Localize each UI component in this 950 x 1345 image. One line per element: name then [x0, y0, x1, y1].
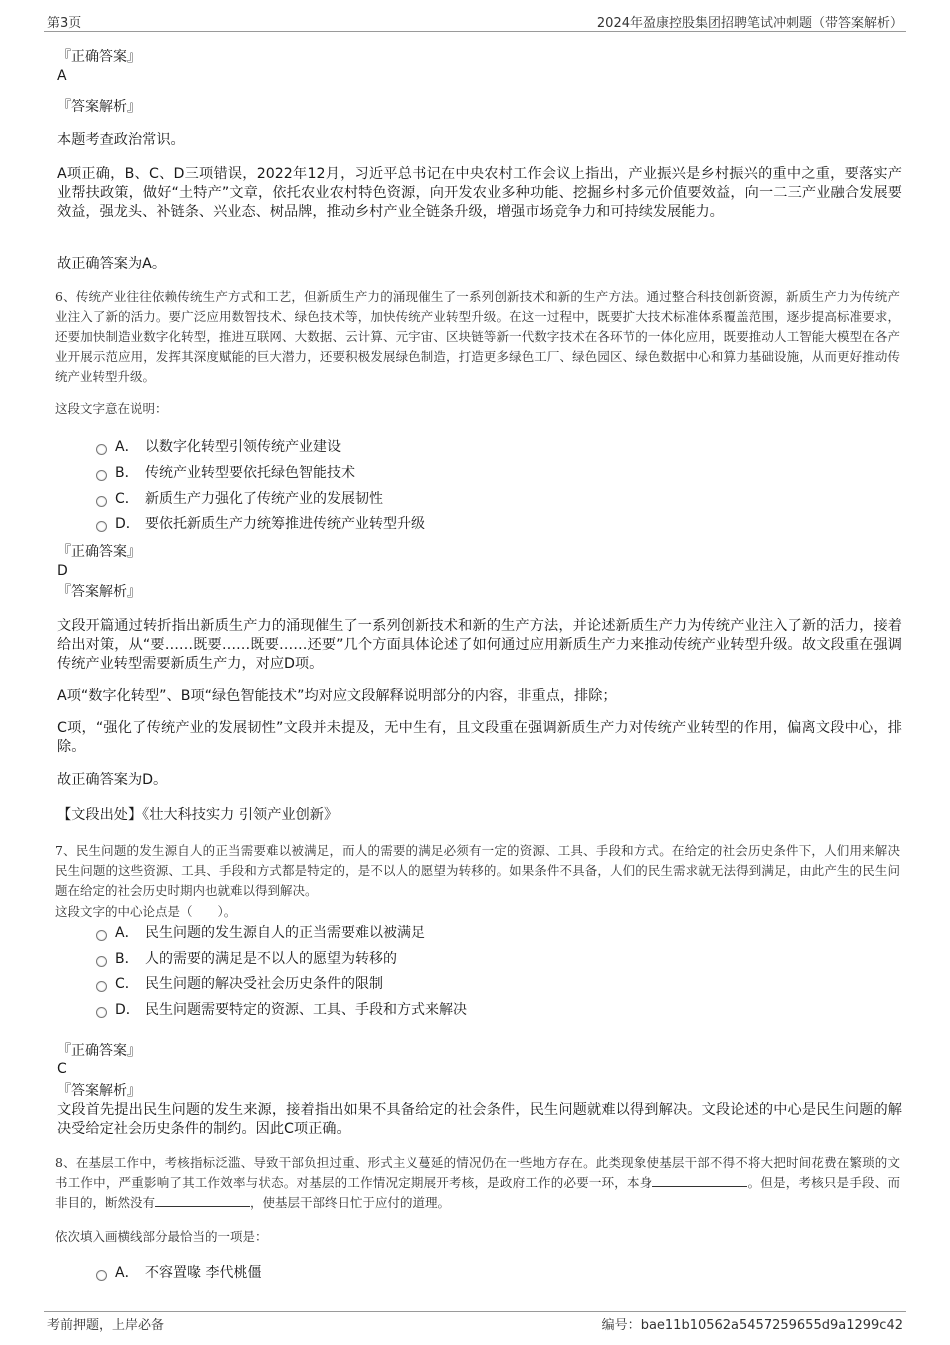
source-citation: 【文段出处】《壮大科技实力 引领产业创新》 [57, 807, 339, 823]
fill-blank [155, 1194, 250, 1207]
document-title: 2024年盈康控股集团招聘笔试冲刺题（带答案解析） [596, 16, 903, 31]
option-letter: C． [115, 976, 139, 992]
answer-value: C [57, 1061, 67, 1077]
option-text: 民生问题需要特定的资源、工具、手段和方式来解决 [145, 1002, 467, 1018]
question-stem [55, 1153, 900, 1213]
question-prompt: 这段文字的中心论点是（ ）。 [55, 904, 237, 919]
option-text: 要依托新质生产力统筹推进传统产业转型升级 [145, 516, 425, 532]
analysis-paragraph: A项“数字化转型”、B项“绿色智能技术”均对应文段解释说明部分的内容，非重点，排除； [57, 688, 617, 704]
option-text: 传统产业转型要依托绿色智能技术 [145, 465, 355, 481]
stem-text: ，使基层干部终日忙于应付的道理。 [250, 1195, 451, 1210]
stem-text: 。但是，考核只是手段、而非目的，断然没有 [55, 1175, 900, 1210]
analysis-paragraph: 文段首先提出民生问题的发生来源，接着指出如果不具备给定的社会条件，民生问题就难以得到解决。文段论述的中心是民生问题的解决受给定社会历史条件的制约。因此C项正确。 [57, 1102, 902, 1137]
option-text: 新质生产力强化了传统产业的发展韧性 [145, 491, 383, 507]
option-a[interactable] [96, 1264, 261, 1282]
option-d[interactable] [96, 515, 425, 533]
question-prompt: 这段文字意在说明： [55, 401, 168, 416]
option-text: 不容置喙 李代桃僵 [145, 1265, 262, 1281]
option-letter: C． [115, 491, 139, 507]
option-text: 民生问题的解决受社会历史条件的限制 [145, 976, 383, 992]
option-a[interactable] [96, 924, 425, 942]
analysis-paragraph: A项正确，B、C、D三项错误，2022年12月，习近平总书记在中央农村工作会议上指出，产业振兴是乡村振兴的重中之重，要落实产业帮扶政策，做好“土特产”文章，依托农业农村特色资源，向开发农业多种功能、挖掘乡村多元价值要效益，向一二三产业融合发展要效益，强龙头、补链条、兴业态、树品牌，推动乡村产业全链条升级，增强市场竞争力和可持续发展能力。 [57, 166, 902, 220]
option-text: 人的需要的满足是不以人的愿望为转移的 [145, 951, 397, 967]
answer-label: 『正确答案』 [57, 49, 141, 65]
fill-blank [652, 1174, 747, 1187]
option-letter: B． [115, 465, 139, 481]
option-letter: A． [115, 925, 139, 941]
page-number: 第3页 [47, 16, 82, 31]
option-c[interactable] [96, 490, 383, 508]
header-divider [44, 31, 906, 32]
footer-slogan: 考前押题，上岸必备 [47, 1318, 165, 1333]
option-b[interactable] [96, 950, 397, 968]
question-prompt: 依次填入画横线部分最恰当的一项是： [55, 1229, 268, 1244]
radio-icon[interactable] [96, 1007, 107, 1018]
analysis-paragraph: C项，“强化了传统产业的发展韧性”文段并未提及，无中生有，且文段重在强调新质生产力对传统产业转型的作用，偏离文段中心，排除。 [57, 720, 902, 755]
option-letter: D． [115, 1002, 140, 1018]
option-d[interactable] [96, 1001, 467, 1019]
stem-text: 8、在基层工作中，考核指标泛滥、导致干部负担过重、形式主义蔓延的情况仍在一些地方存在。此类现象使基层干部不得不将大把时间花费在繁琐的文书工作中，严重影响了其工作效率与状态。对基层的工作情况定期展开考核，是政府工作的必要一环，本身 [55, 1155, 900, 1190]
document-code [602, 1314, 903, 1333]
analysis-label: 『答案解析』 [57, 1083, 141, 1099]
answer-value: D [57, 563, 68, 579]
radio-icon[interactable] [96, 496, 107, 507]
analysis-paragraph: 文段开篇通过转折指出新质生产力的涌现催生了一系列创新技术和新的生产方法，并论述新质生产力为传统产业注入了新的活力，接着给出对策，从“要……既要……既要……还要”几个方面具体论述了如何通过应用新质生产力来推动传统产业转型升级。故文段重在强调传统产业转型需要新质生产力，对应D项。 [57, 618, 902, 672]
footer-divider [44, 1311, 906, 1312]
radio-icon[interactable] [96, 956, 107, 967]
radio-icon[interactable] [96, 930, 107, 941]
option-text: 以数字化转型引领传统产业建设 [145, 439, 341, 455]
option-text: 民生问题的发生源自人的正当需要难以被满足 [145, 925, 425, 941]
code-value: bae11b10562a5457259655d9a1299c42 [640, 1318, 903, 1333]
option-a[interactable] [96, 438, 341, 456]
option-letter: A． [115, 1265, 139, 1281]
radio-icon[interactable] [96, 1270, 107, 1281]
answer-label: 『正确答案』 [57, 544, 141, 560]
option-letter: A． [115, 439, 139, 455]
option-letter: D． [115, 516, 140, 532]
option-b[interactable] [96, 464, 355, 482]
analysis-paragraph: 故正确答案为D。 [57, 772, 168, 788]
analysis-label: 『答案解析』 [57, 99, 141, 115]
radio-icon[interactable] [96, 981, 107, 992]
option-letter: B． [115, 951, 139, 967]
analysis-paragraph: 本题考查政治常识。 [57, 132, 185, 148]
question-stem: 6、传统产业往往依赖传统生产方式和工艺，但新质生产力的涌现催生了一系列创新技术和新的生产方法。通过整合科技创新资源，新质生产力为传统产业注入了新的活力。要广泛应用数智技术、绿色技术等，加快传统产业转型升级。在这一过程中，既要扩大技术标准体系覆盖范围，逐步提高标准要求，还要加快制造业数字化转型，推进互联网、大数据、云计算、元宇宙、区块链等新一代数字技术在各环节的一体化应用，既要推动人工智能大模型在各产业开展示范应用，发挥其深度赋能的巨大潜力，还要积极发展绿色制造，打造更多绿色工厂、绿色园区、绿色数据中心和算力基础设施，从而更好推动传统产业转型升级。 [55, 289, 900, 384]
question-stem: 7、民生问题的发生源自人的正当需要难以被满足，而人的需要的满足必须有一定的资源、工具、手段和方式。在给定的社会历史条件下，人们用来解决民生问题的这些资源、工具、手段和方式都是特定的，是不以人的愿望为转移的。如果条件不具备，人们的民生需求就无法得到满足，由此产生的民生问题在给定的社会历史时期内也就难以得到解决。 [55, 843, 900, 898]
code-label: 编号： [601, 1318, 641, 1333]
option-c[interactable] [96, 975, 383, 993]
radio-icon[interactable] [96, 444, 107, 455]
radio-icon[interactable] [96, 470, 107, 481]
answer-value: A [57, 68, 67, 84]
analysis-paragraph: 故正确答案为A。 [57, 256, 167, 272]
analysis-label: 『答案解析』 [57, 584, 141, 600]
answer-label: 『正确答案』 [57, 1043, 141, 1059]
radio-icon[interactable] [96, 521, 107, 532]
